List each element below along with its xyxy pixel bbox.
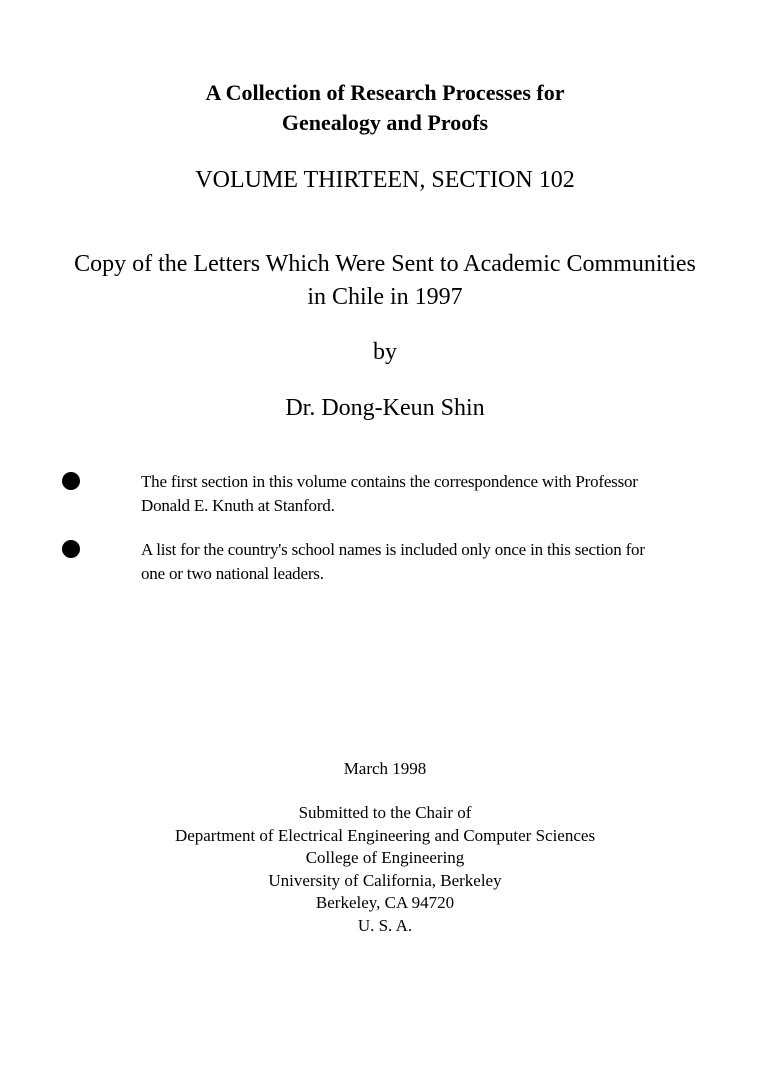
bullet-item-1 — [141, 470, 721, 518]
bullet-dot-1 — [62, 472, 80, 490]
submission-line-2: Department of Electrical Engineering and Computer Sciences — [174, 826, 596, 845]
bullet-item-2-line-2: one or two national leaders. — [141, 564, 324, 583]
submission-line-3: College of Engineering — [305, 848, 465, 867]
submission-line-1: Submitted to the Chair of — [298, 803, 472, 822]
by-line: by — [373, 339, 397, 365]
volume-heading: VOLUME THIRTEEN, SECTION 102 — [195, 167, 575, 193]
subtitle-line-2: in Chile in 1997 — [307, 284, 463, 310]
submission-line-4: University of California, Berkeley — [268, 871, 502, 890]
submission-line-6: U. S. A. — [357, 916, 413, 935]
title-line-1: A Collection of Research Processes for — [205, 80, 565, 105]
author-name: Dr. Dong-Keun Shin — [285, 395, 485, 421]
submission-line-5: Berkeley, CA 94720 — [315, 893, 455, 912]
bullet-item-1-line-1: The first section in this volume contains the correspondence with Professor — [141, 472, 638, 491]
title-line-2: Genealogy and Proofs — [281, 110, 489, 135]
bullet-dot-2 — [62, 540, 80, 558]
bullet-item-2-line-1: A list for the country's school names is included only once in this section for — [141, 540, 645, 559]
bullet-item-2 — [141, 538, 721, 586]
subtitle-line-1: Copy of the Letters Which Were Sent to Academic Communities — [74, 251, 696, 277]
publication-date: March 1998 — [343, 759, 427, 778]
bullet-item-1-line-2: Donald E. Knuth at Stanford. — [141, 496, 335, 515]
